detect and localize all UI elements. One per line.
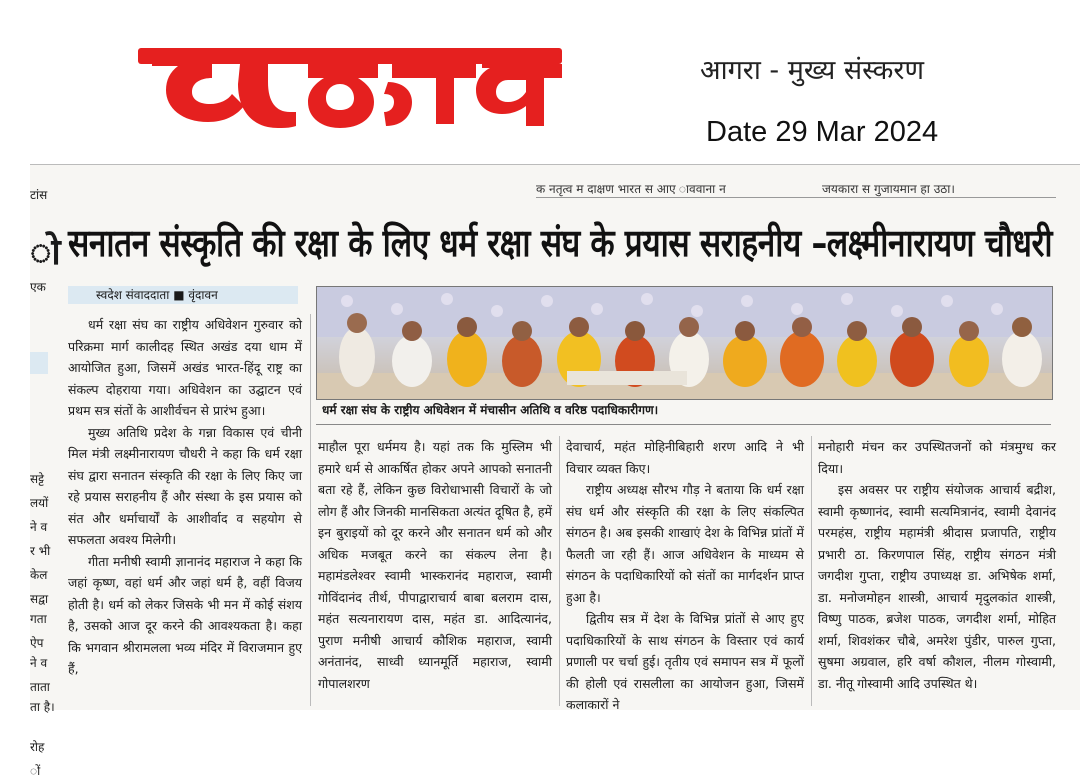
adjacent-column-fragment: गता [30, 612, 47, 626]
swadesh-logo-graphic [130, 42, 570, 130]
caption-rule [316, 424, 1051, 425]
adjacent-column-fragment: ता है। [30, 700, 55, 714]
adjacent-column-fragment: ने व [30, 520, 48, 534]
col4-paragraph-2: इस अवसर पर राष्ट्रीय संयोजक आचार्य बद्रीश, स्वामी कृष्णानंद, स्वामी सत्यमित्रानंद, स्वामी देवानंद परमहंस, राष्ट्रीय महामंत्री श्रीदास प्रजापति, राष्ट्रीय प्रभारी ठा. किरणपाल सिंह, राष्ट्रीय संगठन मंत्री जगदीश गुप्ता, राष्ट्रीय उपाध्यक्ष डा. अभिषेक शर्मा, डा. मनोजमोहन शास्त्री, आचार्य मृदुलकांत शास्त्री, विष्णु पाठक, ब्रजेश पाठक, जगदीश शर्मा, मोहित शर्मा, शिवशंकर चौबे, अमरेश पुंडीर, पारुल गुप्ता, सुषमा अग्रवाल, हरि वर्षा कौशल, नीलम गोस्वामी, डा. नीतू गोस्वामी आदि उपस्थित थे। [818, 482, 1056, 691]
article-headline: सनातन संस्कृति की रक्षा के लिए धर्म रक्षा संघ के प्रयास सराहनीय –लक्ष्मीनारायण चौधरी [68, 221, 1053, 265]
adjacent-byline-fragment [30, 352, 48, 374]
adjacent-column-fragment: ने व [30, 656, 48, 670]
column-separator [559, 436, 560, 706]
col2-paragraph-1: माहौल पूरा धर्ममय है। यहां तक कि मुस्लिम भी हमारे धर्म से आकर्षित होकर अपने आपको सनातनी बता रहे हैं, लेकिन कुछ विरोधाभासी विचारों के जो लोग हैं और जिनकी मानसिकता अत्यंत दूषित है, हमें इन बुराइयों को दूर करने और सनातन धर्म को और अधिक मजबूत करने का संकल्प लेना है। महामंडलेश्वर स्वामी भास्करानंद महाराज, स्वामी गोविंदानंद तीर्थ, पीपाद्वाराचार्य बाबा बलराम दास, महंत सत्यनारायण दास, महंत डा. आदित्यानंद, पुराण मनीषी आचार्य कौशिक महाराज, स्वामी अनंतानंद, साध्वी ध्यानमूर्ति महाराज, स्वामी गोपालशरण [318, 439, 552, 691]
col1-paragraph-2: मुख्य अतिथि प्रदेश के गन्ना विकास एवं चीनी मिल मंत्री लक्ष्मीनारायण चौधरी ने कहा कि धर्म रक्षा संघ द्वारा सनातन संस्कृति की रक्षा के लिए किए जा रहे प्रयास सराहनीय हैं और संस्था के इस प्रयास को संत और धर्माचार्यों के आशीर्वाद व सहयोग से सफलता अवश्य मिलेगी। [68, 424, 302, 547]
col3-paragraph-2: राष्ट्रीय अध्यक्ष सौरभ गौड़ ने बताया कि धर्म रक्षा संघ धर्म और संस्कृति की रक्षा के लिए संकल्पित संगठन है। अब इसकी शाखाएं देश के विभिन्न प्रांतों में फैलती जा रही हैं। आज अधिवेशन के माध्यम से संगठन के पदाधिकारियों को संतों का मार्गदर्शन प्राप्त हुआ है। [566, 482, 804, 605]
article-column-3 [566, 436, 804, 716]
top-strip-rule [536, 197, 1056, 198]
adjacent-column-fragment: सट्टे [30, 472, 44, 486]
adjacent-column-fragment: टांस [30, 188, 48, 202]
article-photo [316, 286, 1053, 400]
adjacent-column-fragment: ताता [30, 680, 50, 694]
article-column-4 [818, 436, 1056, 694]
col1-paragraph-3: गीता मनीषी स्वामी ज्ञानानंद महाराज ने कहा कि जहां कृष्ण, वहां धर्म और जहां धर्म है, वहीं विजय होती है। धर्म को लेकर जिसके भी मन में कोई संशय है, उसको आज दूर करने की आवश्यकता है। कहा कि भगवान श्रीरामलला भव्य मंदिर में विराजमान हुए हैं, [68, 553, 302, 676]
adjacent-column-fragment: केल [30, 568, 48, 582]
publication-date: Date 29 Mar 2024 [706, 116, 939, 148]
adjacent-column-fragment: ों [30, 764, 41, 778]
column-separator [811, 436, 812, 706]
adjacent-column-fragment: र भी [30, 544, 51, 558]
col4-paragraph-1: मनोहारी मंचन कर उपस्थितजनों को मंत्रमुग्ध कर दिया। [818, 439, 1056, 476]
article-column-2 [318, 436, 552, 694]
edition-label: आगरा - मुख्य संस्करण [700, 55, 924, 86]
adjacent-column-fragment: एक [30, 280, 46, 294]
top-strip-right: जयकारा स गुजायमान हा उठा। [822, 182, 955, 196]
col3-paragraph-3: द्वितीय सत्र में देश के विभिन्न प्रांतों से आए हुए पदाधिकारियों के साथ संगठन के विस्तार एवं कार्य प्रणाली पर चर्चा हुई। तृतीय एवं समापन सत्र में फूलों की होली एवं रासलीला का आयोजन हुआ, जिसमें कलाकारों ने [566, 611, 804, 712]
adjacent-column-fragment: ऐप [30, 636, 44, 650]
masthead [0, 0, 1080, 168]
adjacent-headline-fragment: ो [30, 232, 61, 273]
top-strip-left: क नतृत्व म दाक्षण भारत स आए ाववाना न [536, 182, 726, 196]
adjacent-column-fragment: रोह [30, 740, 45, 754]
adjacent-column-fragment: सद्वा [30, 592, 49, 606]
adjacent-column-fragment: लयों [30, 496, 49, 510]
col1-paragraph-1: धर्म रक्षा संघ का राष्ट्रीय अधिवेशन गुरुवार को परिक्रमा मार्ग कालीदह स्थित अखंड दया धाम में आयोजित हुआ, जिसमें अखंड भारत-हिंदू राष्ट्र का संकल्प दोहराया गया। अधिवेशन का उद्घाटन एवं प्रथम सत्र संतों के आशीर्वचन से प्रारंभ हुआ। [68, 317, 302, 418]
newspaper-logo [130, 42, 570, 130]
article-byline: स्वदेश संवाददाता ■ वृंदावन [68, 286, 298, 304]
photo-caption: धर्म रक्षा संघ के राष्ट्रीय अधिवेशन में मंचासीन अतिथि व वरिष्ठ पदाधिकारीगण। [322, 403, 659, 417]
stage-photo-graphic [317, 287, 1052, 399]
column-separator [310, 314, 311, 706]
col3-paragraph-1: देवाचार्य, महंत मोहिनीबिहारी शरण आदि ने भी विचार व्यक्त किए। [566, 439, 804, 476]
article-column-1 [68, 314, 302, 680]
